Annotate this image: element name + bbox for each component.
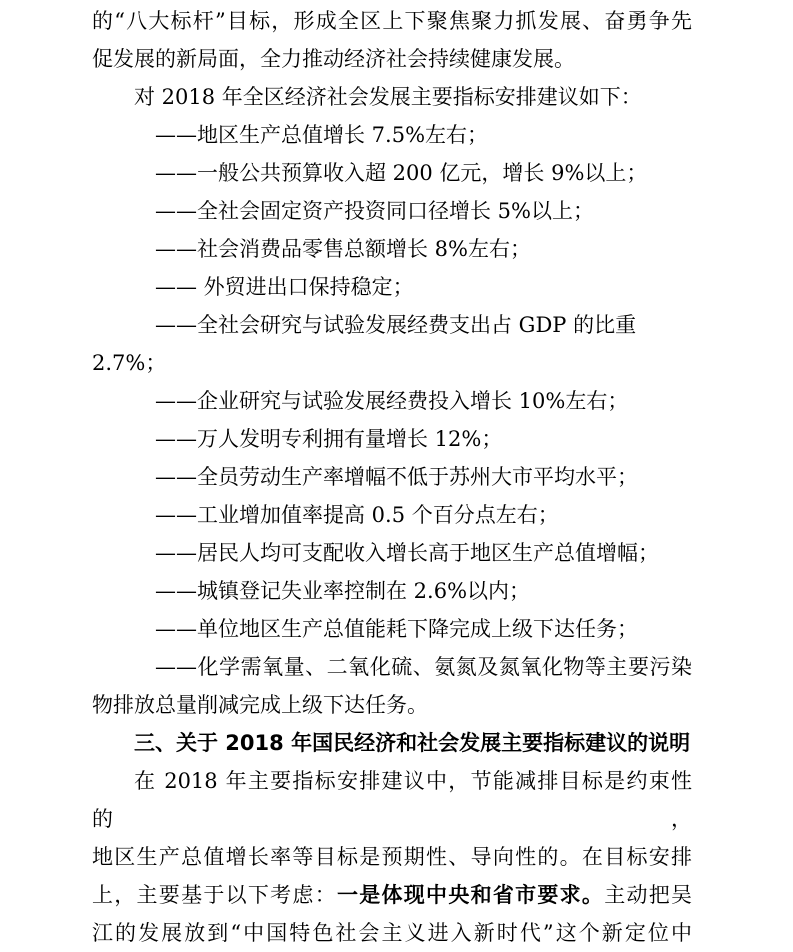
- indicator-item: ——万人发明专利拥有量增长 12%；: [155, 427, 503, 451]
- indicator-item: ——全员劳动生产率增幅不低于苏州大市平均水平；: [155, 465, 638, 489]
- indicator-item: ——单位地区生产总值能耗下降完成上级下达任务；: [155, 617, 638, 641]
- body-paragraph-line: 在 2018 年主要指标安排建议中，节能减排目标是约束性的，: [92, 769, 692, 831]
- indicator-item: ——一般公共预算收入超 200 亿元，增长 9%以上；: [155, 161, 648, 185]
- indicator-item: ——全社会固定资产投资同口径增长 5%以上；: [155, 199, 594, 223]
- bold-emphasis-text: 一是体现中央和省市要求。: [336, 882, 605, 907]
- indicator-item: ——城镇登记失业率控制在 2.6%以内；: [155, 579, 531, 603]
- indicator-item: ——社会消费品零售总额增长 8%左右；: [155, 237, 531, 261]
- indicator-item: —— 外贸进出口保持稳定；: [155, 275, 414, 299]
- body-text-segment: 主动把吴: [604, 883, 693, 907]
- indicator-item: ——居民人均可支配收入增长高于地区生产总值增幅；: [155, 541, 659, 565]
- indicator-item: ——地区生产总值增长 7.5%左右；: [155, 123, 489, 147]
- body-paragraph-line: 江的发展放到“中国特色社会主义进入新时代”这个新定位中: [92, 921, 692, 945]
- body-text-segment: 上，主要基于以下考虑：: [92, 883, 337, 907]
- indicator-item-continuation: 物排放总量削减完成上级下达任务。: [92, 693, 428, 717]
- body-paragraph-line: 促发展的新局面，全力推动经济社会持续健康发展。: [92, 47, 575, 71]
- body-paragraph-line: 对 2018 年全区经济社会发展主要指标安排建议如下：: [134, 85, 642, 109]
- section-heading: 三、关于 2018 年国民经济和社会发展主要指标建议的说明: [134, 731, 691, 755]
- indicator-item: ——工业增加值率提高 0.5 个百分点左右；: [155, 503, 559, 527]
- indicator-item: ——企业研究与试验发展经费投入增长 10%左右；: [155, 389, 629, 413]
- indicator-item: ——全社会研究与试验发展经费支出占 GDP 的比重 2.7%；: [92, 313, 637, 375]
- body-paragraph-line: 的“八大标杆”目标，形成全区上下聚焦聚力抓发展、奋勇争先: [92, 9, 692, 33]
- body-paragraph-line: 地区生产总值增长率等目标是预期性、导向性的。在目标安排: [92, 845, 692, 869]
- body-paragraph-line: [92, 876, 692, 914]
- indicator-item: ——化学需氧量、二氧化硫、氨氮及氮氧化物等主要污染: [155, 655, 692, 679]
